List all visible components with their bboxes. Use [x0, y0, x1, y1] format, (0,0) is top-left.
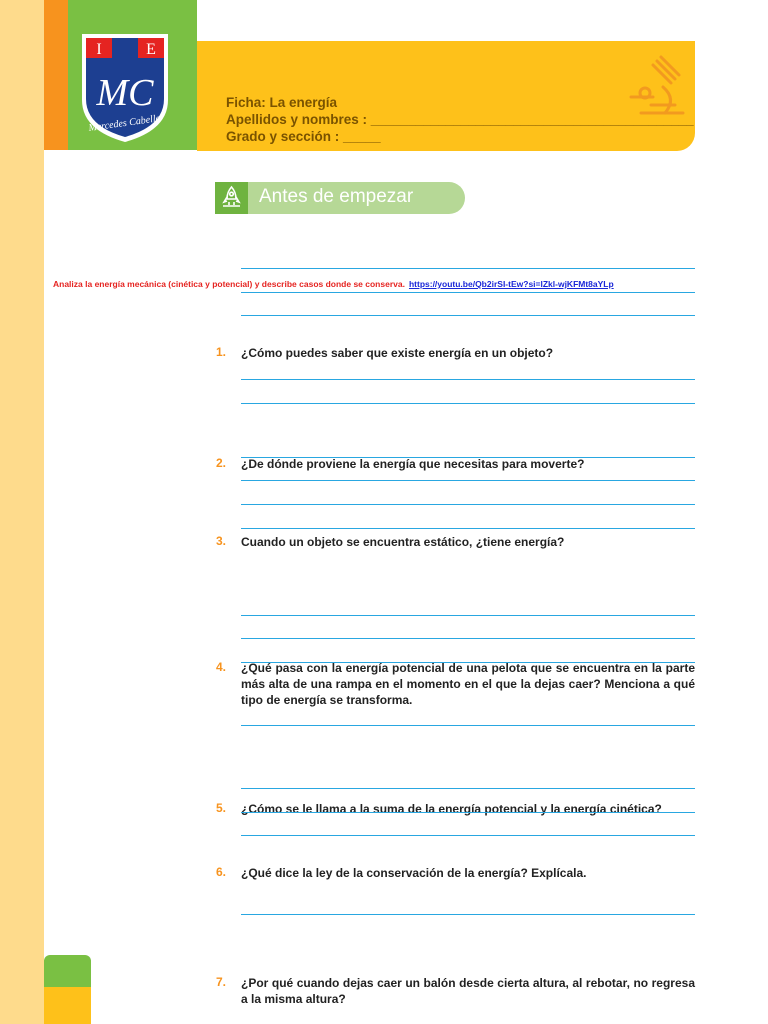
- question-number: 6.: [216, 865, 227, 879]
- intro-instruction: [53, 279, 614, 289]
- footer-green-block: [44, 955, 91, 987]
- left-margin-strip: [0, 0, 44, 1024]
- footer-yellow-block: [44, 987, 91, 1024]
- question-text: ¿De dónde proviene la energía que necesitas para moverte?: [241, 457, 585, 471]
- question-text: ¿Qué dice la ley de la conservación de la energía? Explícala.: [241, 866, 587, 880]
- answer-line: [241, 480, 695, 481]
- answer-line: [241, 835, 695, 836]
- orange-accent-strip: [44, 0, 68, 150]
- question-number: 5.: [216, 801, 227, 815]
- question-text: ¿Por qué cuando dejas caer un balón desde cierta altura, al rebotar, no regresa a la misma altura?: [241, 976, 695, 1006]
- school-logo-panel: [68, 0, 197, 150]
- question-number: 2.: [216, 456, 227, 470]
- logo-letter-i: I: [96, 41, 102, 58]
- question-number: 1.: [216, 345, 227, 359]
- question-text: ¿Cómo se le llama a la suma de la energía potencial y la energía cinética?: [241, 802, 662, 816]
- school-crest-icon: [68, 0, 197, 150]
- answer-line: [241, 528, 695, 529]
- logo-letter-e: E: [146, 41, 156, 58]
- name-field-label: Apellidos y nombres : ___________________________________________: [226, 112, 694, 127]
- question-number: 4.: [216, 660, 227, 674]
- answer-line: [241, 292, 695, 293]
- header-bar: [197, 41, 695, 151]
- answer-line: [241, 315, 695, 316]
- answer-line: [241, 662, 695, 663]
- section-title: Antes de empezar: [259, 186, 414, 207]
- question-number: 3.: [216, 534, 227, 548]
- answer-line: [241, 638, 695, 639]
- rocket-icon: [215, 182, 248, 214]
- answer-line: [241, 615, 695, 616]
- logo-school-name: Mercedes Cabello: [87, 113, 162, 135]
- answer-line: [241, 403, 695, 404]
- question-text: ¿Qué pasa con la energía potencial de una pelota que se encuentra en la parte más alta de una rampa en el momento en el que la dejas caer? Menciona a qué tipo de energía se transforma.: [241, 661, 695, 707]
- worksheet-title: Ficha: La energía: [226, 95, 338, 110]
- answer-line: [241, 914, 695, 915]
- grade-field-label: Grado y sección : _____: [226, 129, 381, 144]
- answer-line: [241, 812, 695, 813]
- intro-text: Analiza la energía mecánica (cinética y potencial) y describe casos donde se conserva.: [53, 279, 405, 289]
- answer-line: [241, 268, 695, 269]
- answer-line: [241, 379, 695, 380]
- video-link[interactable]: https://youtu.be/Qb2irSI-tEw?si=lZkl-wjKFMt8aYLp: [408, 279, 614, 289]
- logo-monogram: MC: [96, 72, 154, 114]
- question-text: Cuando un objeto se encuentra estático, ¿tiene energía?: [241, 535, 565, 549]
- answer-line: [241, 504, 695, 505]
- question-text: ¿Cómo puedes saber que existe energía en un objeto?: [241, 346, 554, 360]
- answer-line: [241, 788, 695, 789]
- answer-line: [241, 725, 695, 726]
- answer-line: [241, 457, 695, 458]
- question-number: 7.: [216, 975, 227, 989]
